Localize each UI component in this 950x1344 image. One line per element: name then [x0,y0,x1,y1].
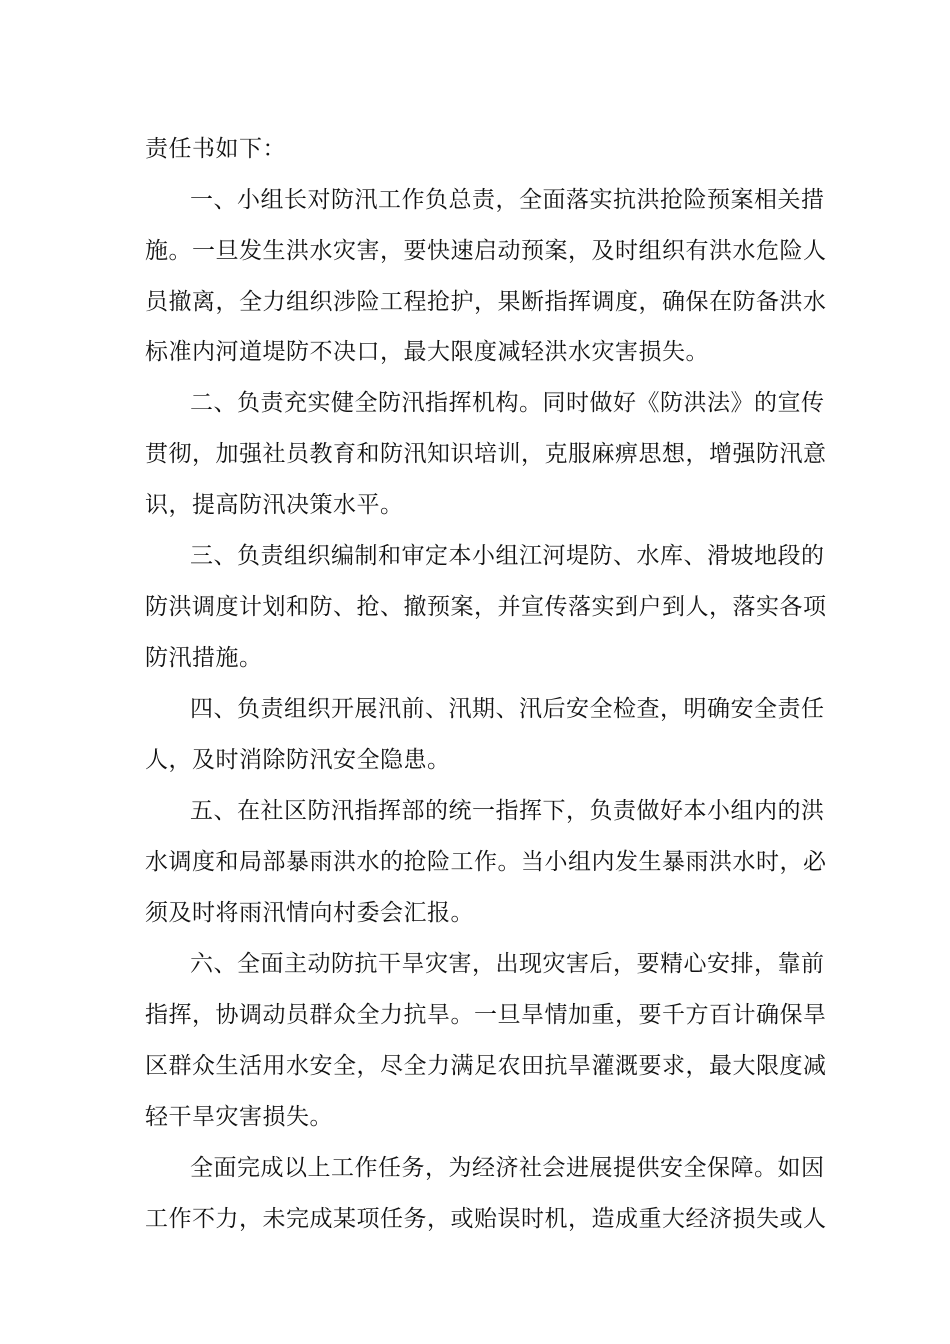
item-5-line-3: 须及时将雨汛情向村委会汇报。 [145,900,474,926]
item-4-line-1: 四、负责组织开展汛前、汛期、汛后安全检查，明确安全责任 [190,696,825,722]
item-6-line-4: 轻干旱灾害损失。 [145,1104,333,1130]
closing-line-2: 工作不力，未完成某项任务，或贻误时机，造成重大经济损失或人 [145,1206,827,1232]
item-2-line-1: 二、负责充实健全防汛指挥机构。同时做好《防洪法》的宣传 [190,390,825,416]
item-1-line-2: 施。一旦发生洪水灾害，要快速启动预案，及时组织有洪水危险人 [145,238,827,264]
item-6-line-3: 区群众生活用水安全，尽全力满足农田抗旱灌溉要求，最大限度减 [145,1053,827,1079]
item-3-line-3: 防汛措施。 [145,645,263,671]
item-5-line-2: 水调度和局部暴雨洪水的抢险工作。当小组内发生暴雨洪水时，必 [145,849,827,875]
item-6-line-2: 指挥，协调动员群众全力抗旱。一旦旱情加重，要千方百计确保旱 [145,1002,827,1028]
item-6-line-1: 六、全面主动防抗干旱灾害，出现灾害后，要精心安排，靠前 [190,951,825,977]
item-1-line-4: 标准内河道堤防不决口，最大限度减轻洪水灾害损失。 [145,339,709,365]
closing-line-1: 全面完成以上工作任务，为经济社会进展提供安全保障。如因 [190,1155,825,1181]
item-4-line-2: 人，及时消除防汛安全隐患。 [145,747,451,773]
item-1-line-1: 一、小组长对防汛工作负总责，全面落实抗洪抢险预案相关措 [190,187,825,213]
item-1-line-3: 员撤离，全力组织涉险工程抢护，果断指挥调度，确保在防备洪水 [145,289,827,315]
item-3-line-2: 防洪调度计划和防、抢、撤预案，并宣传落实到户到人，落实各项 [145,594,827,620]
intro-line: 责任书如下： [145,136,286,162]
item-2-line-2: 贯彻，加强社员教育和防汛知识培训，克服麻痹思想，增强防汛意 [145,441,827,467]
item-3-line-1: 三、负责组织编制和审定本小组江河堤防、水库、滑坡地段的 [190,543,825,569]
item-2-line-3: 识，提高防汛决策水平。 [145,492,404,518]
item-5-line-1: 五、在社区防汛指挥部的统一指挥下，负责做好本小组内的洪 [190,798,825,824]
